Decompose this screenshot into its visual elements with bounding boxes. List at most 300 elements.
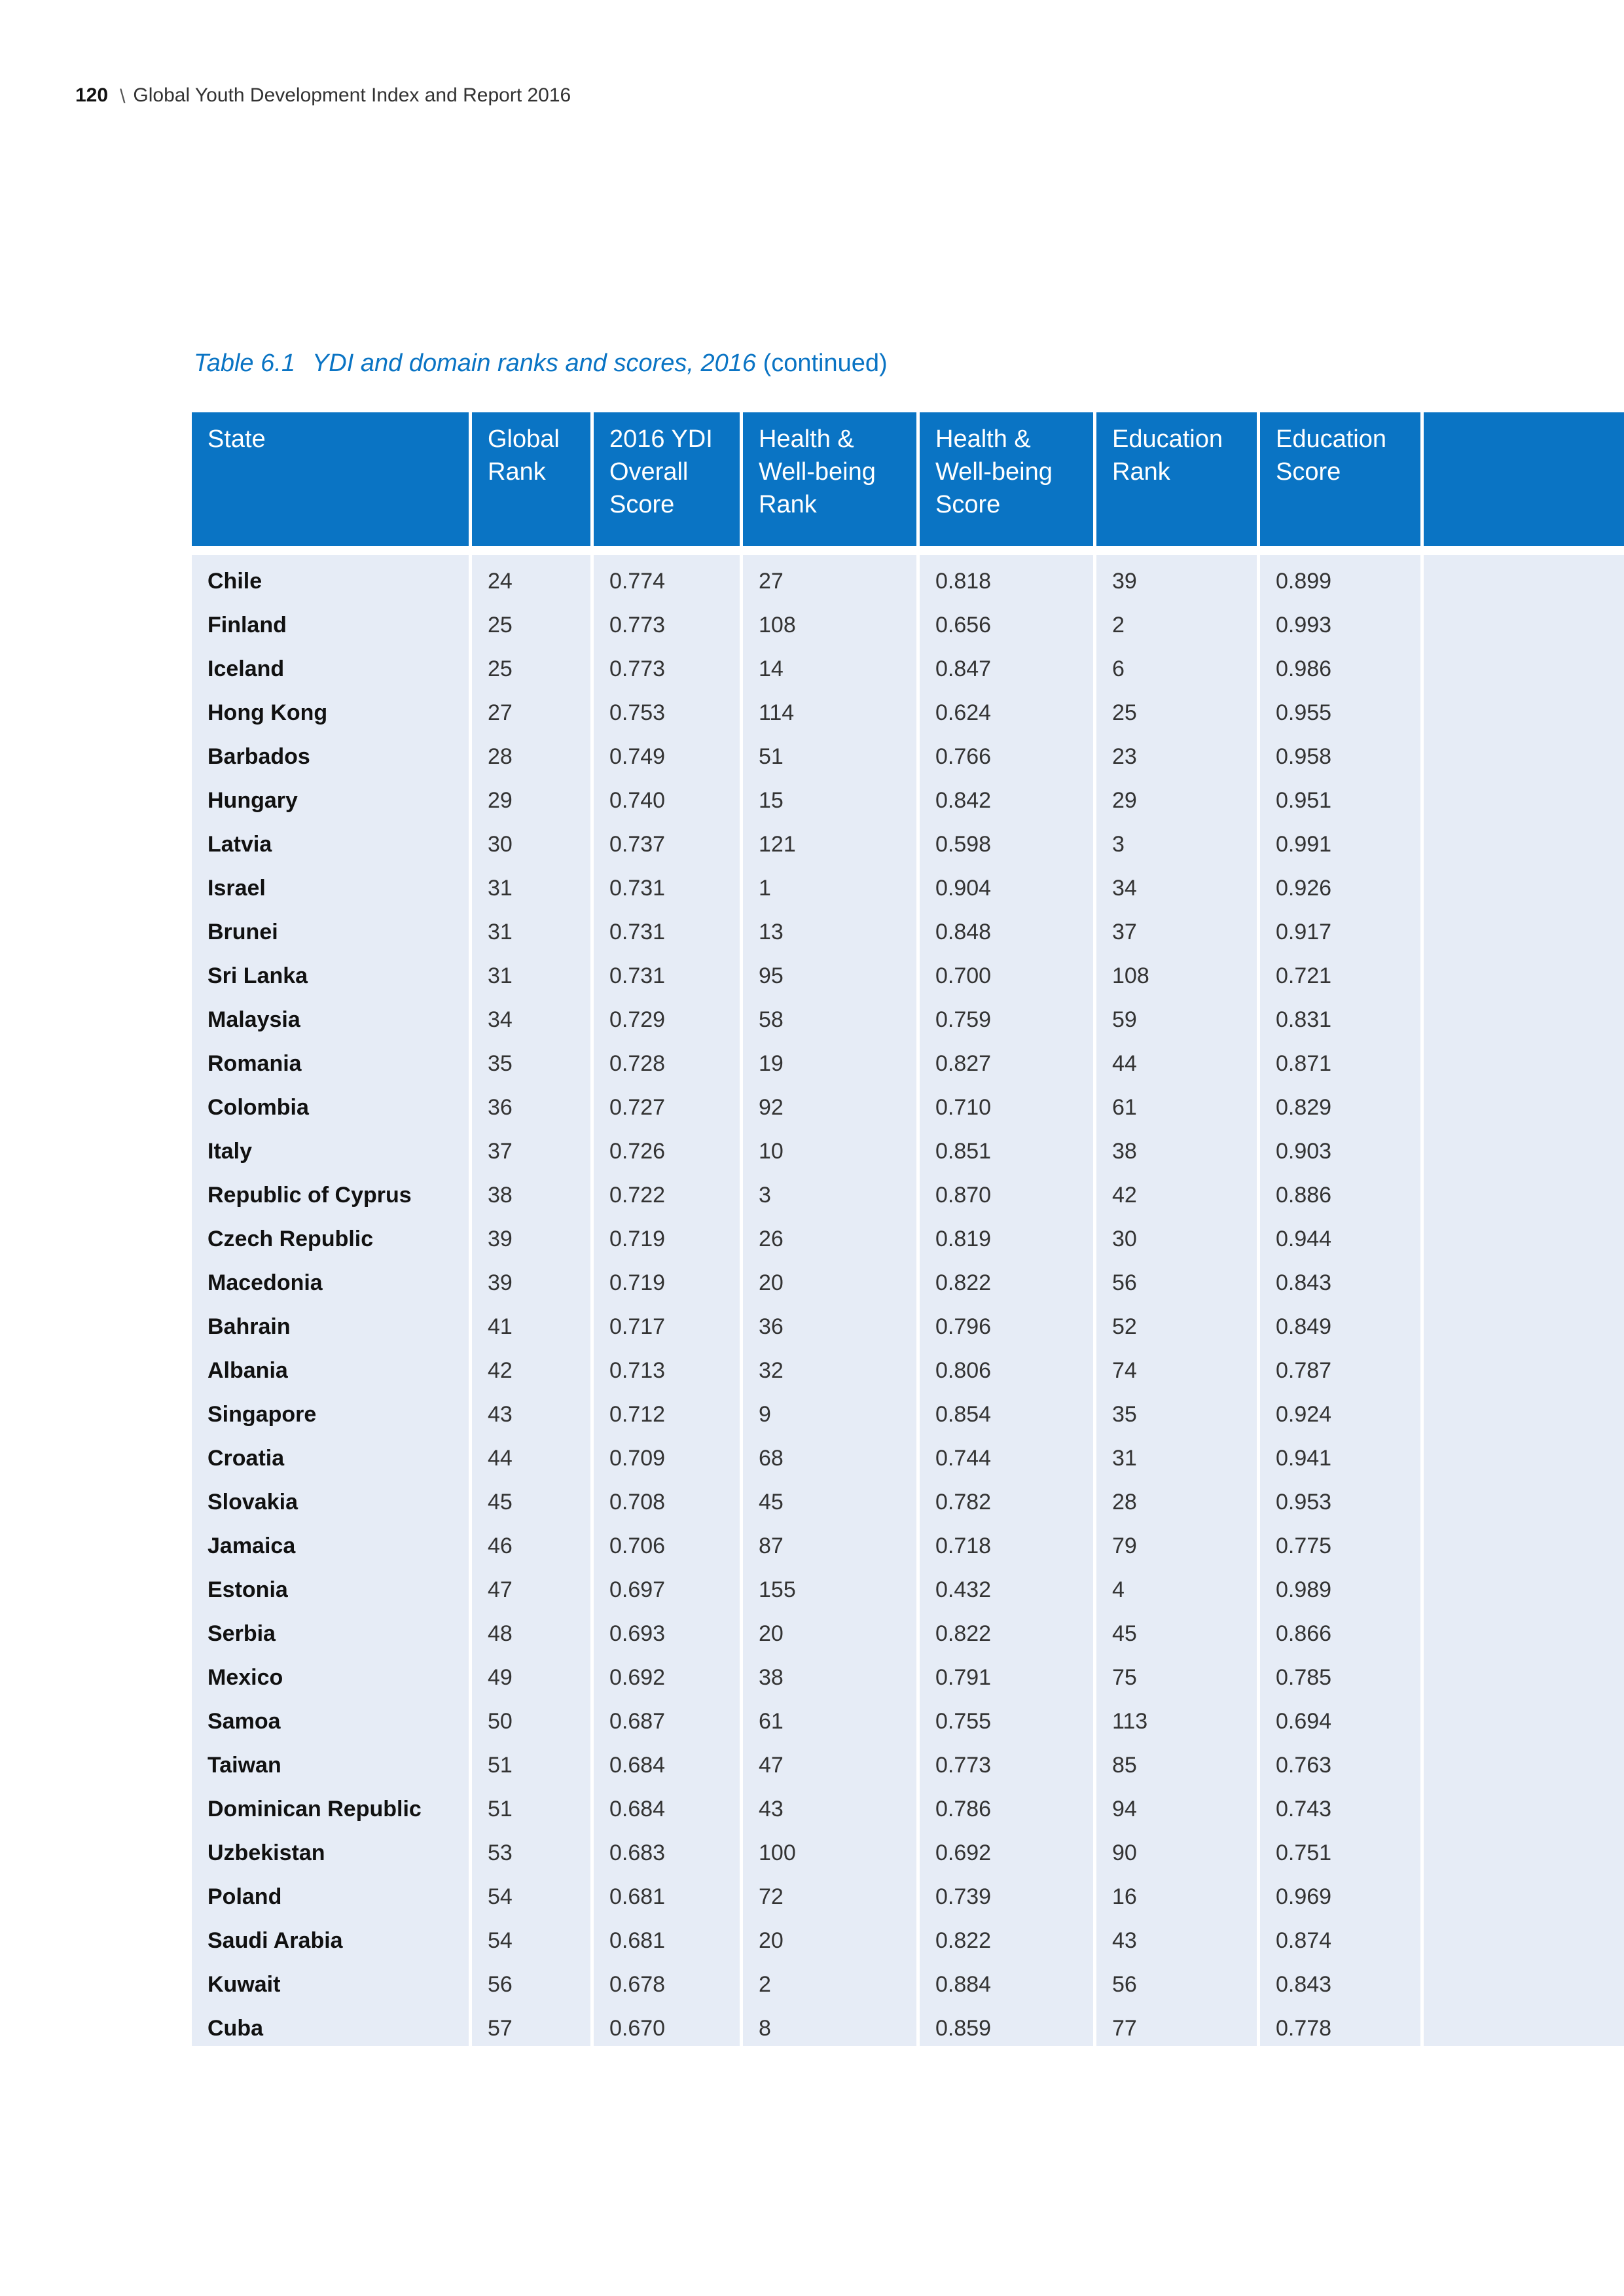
- value-cell: 0.598: [920, 818, 1096, 862]
- value-cell: 30: [472, 818, 594, 862]
- blank-cell: [1424, 1520, 1624, 1564]
- value-cell: 44: [1096, 1037, 1260, 1081]
- value-cell: 0.822: [920, 1257, 1096, 1300]
- value-cell: 90: [1096, 1827, 1260, 1871]
- table-row: [192, 1607, 1624, 1651]
- value-cell: 0.766: [920, 730, 1096, 774]
- value-cell: 46: [472, 1520, 594, 1564]
- state-name-cell: Romania: [192, 1037, 472, 1081]
- value-cell: 53: [472, 1827, 594, 1871]
- blank-cell: [1424, 1432, 1624, 1476]
- blank-cell: [1424, 1388, 1624, 1432]
- state-name-cell: Taiwan: [192, 1739, 472, 1783]
- value-cell: 35: [1096, 1388, 1260, 1432]
- value-cell: 23: [1096, 730, 1260, 774]
- value-cell: 32: [743, 1344, 920, 1388]
- table-row: [192, 1388, 1624, 1432]
- value-cell: 0.969: [1260, 1871, 1424, 1914]
- blank-cell: [1424, 1213, 1624, 1257]
- value-cell: 0.700: [920, 950, 1096, 994]
- spacer-cell: [472, 546, 594, 555]
- value-cell: 34: [1096, 862, 1260, 906]
- value-cell: 27: [472, 687, 594, 730]
- value-cell: 0.778: [1260, 2002, 1424, 2046]
- state-name-cell: Poland: [192, 1871, 472, 1914]
- value-cell: 0.991: [1260, 818, 1424, 862]
- blank-cell: [1424, 1783, 1624, 1827]
- value-cell: 0.763: [1260, 1739, 1424, 1783]
- value-cell: 0.731: [594, 906, 743, 950]
- value-cell: 95: [743, 950, 920, 994]
- value-cell: 0.740: [594, 774, 743, 818]
- value-cell: 0.708: [594, 1476, 743, 1520]
- value-cell: 0.712: [594, 1388, 743, 1432]
- value-cell: 0.678: [594, 1958, 743, 2002]
- state-name-cell: Saudi Arabia: [192, 1914, 472, 1958]
- value-cell: 28: [472, 730, 594, 774]
- value-cell: 68: [743, 1432, 920, 1476]
- value-cell: 0.773: [594, 599, 743, 643]
- value-cell: 35: [472, 1037, 594, 1081]
- value-cell: 16: [1096, 1871, 1260, 1914]
- table-row: [192, 1081, 1624, 1125]
- value-cell: 25: [472, 643, 594, 687]
- table-row: [192, 1695, 1624, 1739]
- ydi-table: [192, 412, 1624, 2046]
- value-cell: 72: [743, 1871, 920, 1914]
- value-cell: 108: [1096, 950, 1260, 994]
- state-name-cell: Colombia: [192, 1081, 472, 1125]
- value-cell: 37: [1096, 906, 1260, 950]
- table-row: [192, 1169, 1624, 1213]
- value-cell: 0.843: [1260, 1958, 1424, 2002]
- value-cell: 0.713: [594, 1344, 743, 1388]
- value-cell: 0.926: [1260, 862, 1424, 906]
- value-cell: 42: [472, 1344, 594, 1388]
- value-cell: 34: [472, 994, 594, 1037]
- col-header-health-score: Health & Well-being Score: [920, 412, 1096, 546]
- blank-cell: [1424, 1651, 1624, 1695]
- value-cell: 0.785: [1260, 1651, 1424, 1695]
- col-header-ydi-score: 2016 YDI Overall Score: [594, 412, 743, 546]
- value-cell: 74: [1096, 1344, 1260, 1388]
- value-cell: 0.692: [920, 1827, 1096, 1871]
- value-cell: 0.847: [920, 643, 1096, 687]
- value-cell: 0.941: [1260, 1432, 1424, 1476]
- value-cell: 0.728: [594, 1037, 743, 1081]
- value-cell: 31: [1096, 1432, 1260, 1476]
- table-row: [192, 1520, 1624, 1564]
- value-cell: 0.924: [1260, 1388, 1424, 1432]
- value-cell: 114: [743, 687, 920, 730]
- value-cell: 0.774: [594, 555, 743, 599]
- blank-cell: [1424, 1914, 1624, 1958]
- value-cell: 45: [743, 1476, 920, 1520]
- value-cell: 0.955: [1260, 687, 1424, 730]
- value-cell: 87: [743, 1520, 920, 1564]
- value-cell: 31: [472, 906, 594, 950]
- value-cell: 0.849: [1260, 1300, 1424, 1344]
- blank-cell: [1424, 862, 1624, 906]
- value-cell: 0.726: [594, 1125, 743, 1169]
- blank-cell: [1424, 774, 1624, 818]
- state-name-cell: Chile: [192, 555, 472, 599]
- value-cell: 10: [743, 1125, 920, 1169]
- value-cell: 15: [743, 774, 920, 818]
- blank-cell: [1424, 1037, 1624, 1081]
- table-row: [192, 2002, 1624, 2046]
- table-row: [192, 555, 1624, 599]
- value-cell: 20: [743, 1914, 920, 1958]
- value-cell: 0.851: [920, 1125, 1096, 1169]
- value-cell: 0.753: [594, 687, 743, 730]
- state-name-cell: Malaysia: [192, 994, 472, 1037]
- value-cell: 0.755: [920, 1695, 1096, 1739]
- value-cell: 26: [743, 1213, 920, 1257]
- value-cell: 0.782: [920, 1476, 1096, 1520]
- value-cell: 57: [472, 2002, 594, 2046]
- value-cell: 0.917: [1260, 906, 1424, 950]
- blank-cell: [1424, 599, 1624, 643]
- value-cell: 43: [743, 1783, 920, 1827]
- value-cell: 0.944: [1260, 1213, 1424, 1257]
- state-name-cell: Israel: [192, 862, 472, 906]
- value-cell: 0.681: [594, 1871, 743, 1914]
- value-cell: 61: [743, 1695, 920, 1739]
- value-cell: 0.819: [920, 1213, 1096, 1257]
- state-name-cell: Macedonia: [192, 1257, 472, 1300]
- value-cell: 43: [472, 1388, 594, 1432]
- value-cell: 45: [472, 1476, 594, 1520]
- value-cell: 0.731: [594, 862, 743, 906]
- value-cell: 0.818: [920, 555, 1096, 599]
- running-head-separator: \: [120, 86, 126, 107]
- value-cell: 0.822: [920, 1914, 1096, 1958]
- table-row: [192, 1300, 1624, 1344]
- state-name-cell: Bahrain: [192, 1300, 472, 1344]
- blank-cell: [1424, 1257, 1624, 1300]
- value-cell: 41: [472, 1300, 594, 1344]
- value-cell: 2: [1096, 599, 1260, 643]
- value-cell: 0.829: [1260, 1081, 1424, 1125]
- spacer-cell: [192, 546, 472, 555]
- value-cell: 92: [743, 1081, 920, 1125]
- value-cell: 0.953: [1260, 1476, 1424, 1520]
- blank-cell: [1424, 1564, 1624, 1607]
- value-cell: 0.624: [920, 687, 1096, 730]
- state-name-cell: Cuba: [192, 2002, 472, 2046]
- value-cell: 61: [1096, 1081, 1260, 1125]
- value-cell: 39: [472, 1213, 594, 1257]
- value-cell: 79: [1096, 1520, 1260, 1564]
- value-cell: 51: [472, 1739, 594, 1783]
- blank-cell: [1424, 950, 1624, 994]
- value-cell: 37: [472, 1125, 594, 1169]
- table-row: [192, 687, 1624, 730]
- state-name-cell: Slovakia: [192, 1476, 472, 1520]
- value-cell: 19: [743, 1037, 920, 1081]
- state-name-cell: Samoa: [192, 1695, 472, 1739]
- blank-cell: [1424, 1476, 1624, 1520]
- value-cell: 113: [1096, 1695, 1260, 1739]
- value-cell: 0.822: [920, 1607, 1096, 1651]
- col-header-education-rank: Education Rank: [1096, 412, 1260, 546]
- value-cell: 0.859: [920, 2002, 1096, 2046]
- value-cell: 38: [743, 1651, 920, 1695]
- header-spacer: [192, 546, 1624, 555]
- table-row: [192, 950, 1624, 994]
- spacer-cell: [1096, 546, 1260, 555]
- blank-cell: [1424, 1125, 1624, 1169]
- spacer-cell: [594, 546, 743, 555]
- value-cell: 51: [743, 730, 920, 774]
- value-cell: 0.727: [594, 1081, 743, 1125]
- publication-title: Global Youth Development Index and Report 2016: [133, 84, 571, 106]
- value-cell: 0.986: [1260, 643, 1424, 687]
- state-name-cell: Latvia: [192, 818, 472, 862]
- value-cell: 0.786: [920, 1783, 1096, 1827]
- running-head: [75, 82, 571, 109]
- value-cell: 44: [472, 1432, 594, 1476]
- value-cell: 0.759: [920, 994, 1096, 1037]
- blank-cell: [1424, 730, 1624, 774]
- value-cell: 54: [472, 1914, 594, 1958]
- value-cell: 0.719: [594, 1257, 743, 1300]
- value-cell: 77: [1096, 2002, 1260, 2046]
- value-cell: 29: [1096, 774, 1260, 818]
- value-cell: 0.721: [1260, 950, 1424, 994]
- table-caption-title: YDI and domain ranks and scores, 2016: [312, 350, 757, 377]
- value-cell: 0.432: [920, 1564, 1096, 1607]
- value-cell: 0.697: [594, 1564, 743, 1607]
- value-cell: 0.831: [1260, 994, 1424, 1037]
- value-cell: 0.884: [920, 1958, 1096, 2002]
- value-cell: 155: [743, 1564, 920, 1607]
- table-row: [192, 1564, 1624, 1607]
- state-name-cell: Kuwait: [192, 1958, 472, 2002]
- col-header-global-rank: Global Rank: [472, 412, 594, 546]
- value-cell: 56: [1096, 1958, 1260, 2002]
- value-cell: 42: [1096, 1169, 1260, 1213]
- value-cell: 0.886: [1260, 1169, 1424, 1213]
- value-cell: 14: [743, 643, 920, 687]
- state-name-cell: Barbados: [192, 730, 472, 774]
- value-cell: 0.870: [920, 1169, 1096, 1213]
- value-cell: 0.692: [594, 1651, 743, 1695]
- value-cell: 0.874: [1260, 1914, 1424, 1958]
- value-cell: 39: [1096, 555, 1260, 599]
- blank-cell: [1424, 555, 1624, 599]
- value-cell: 0.706: [594, 1520, 743, 1564]
- value-cell: 3: [743, 1169, 920, 1213]
- table-caption-label: Table 6.1: [194, 350, 295, 377]
- spacer-cell: [1424, 546, 1624, 555]
- value-cell: 47: [472, 1564, 594, 1607]
- table-row: [192, 906, 1624, 950]
- value-cell: 59: [1096, 994, 1260, 1037]
- value-cell: 75: [1096, 1651, 1260, 1695]
- value-cell: 0.718: [920, 1520, 1096, 1564]
- value-cell: 13: [743, 906, 920, 950]
- value-cell: 0.710: [920, 1081, 1096, 1125]
- blank-cell: [1424, 687, 1624, 730]
- value-cell: 0.681: [594, 1914, 743, 1958]
- blank-cell: [1424, 1300, 1624, 1344]
- table-row: [192, 1871, 1624, 1914]
- blank-cell: [1424, 1081, 1624, 1125]
- state-name-cell: Estonia: [192, 1564, 472, 1607]
- value-cell: 0.806: [920, 1344, 1096, 1388]
- value-cell: 9: [743, 1388, 920, 1432]
- state-name-cell: Uzbekistan: [192, 1827, 472, 1871]
- value-cell: 0.717: [594, 1300, 743, 1344]
- value-cell: 20: [743, 1257, 920, 1300]
- col-header-health-rank: Health & Well-being Rank: [743, 412, 920, 546]
- col-header-state: State: [192, 412, 472, 546]
- state-name-cell: Hungary: [192, 774, 472, 818]
- value-cell: 0.827: [920, 1037, 1096, 1081]
- value-cell: 25: [1096, 687, 1260, 730]
- state-name-cell: Sri Lanka: [192, 950, 472, 994]
- state-name-cell: Hong Kong: [192, 687, 472, 730]
- state-name-cell: Croatia: [192, 1432, 472, 1476]
- value-cell: 0.684: [594, 1739, 743, 1783]
- blank-cell: [1424, 1607, 1624, 1651]
- state-name-cell: Dominican Republic: [192, 1783, 472, 1827]
- table-header-row: [192, 412, 1624, 546]
- value-cell: 0.749: [594, 730, 743, 774]
- value-cell: 28: [1096, 1476, 1260, 1520]
- value-cell: 27: [743, 555, 920, 599]
- table-row: [192, 1257, 1624, 1300]
- table-row: [192, 1958, 1624, 2002]
- blank-cell: [1424, 1695, 1624, 1739]
- value-cell: 0.843: [1260, 1257, 1424, 1300]
- value-cell: 25: [472, 599, 594, 643]
- table-caption-suffix: (continued): [763, 350, 888, 377]
- table-row: [192, 774, 1624, 818]
- value-cell: 0.848: [920, 906, 1096, 950]
- value-cell: 52: [1096, 1300, 1260, 1344]
- blank-cell: [1424, 1169, 1624, 1213]
- value-cell: 48: [472, 1607, 594, 1651]
- blank-cell: [1424, 1344, 1624, 1388]
- table-row: [192, 1344, 1624, 1388]
- value-cell: 0.899: [1260, 555, 1424, 599]
- value-cell: 0.791: [920, 1651, 1096, 1695]
- table-row: [192, 1783, 1624, 1827]
- value-cell: 0.670: [594, 2002, 743, 2046]
- value-cell: 24: [472, 555, 594, 599]
- blank-cell: [1424, 1827, 1624, 1871]
- state-name-cell: Jamaica: [192, 1520, 472, 1564]
- value-cell: 0.904: [920, 862, 1096, 906]
- value-cell: 30: [1096, 1213, 1260, 1257]
- page-number: 120: [75, 84, 109, 106]
- value-cell: 0.866: [1260, 1607, 1424, 1651]
- value-cell: 0.683: [594, 1827, 743, 1871]
- value-cell: 29: [472, 774, 594, 818]
- value-cell: 54: [472, 1871, 594, 1914]
- blank-cell: [1424, 906, 1624, 950]
- state-name-cell: Serbia: [192, 1607, 472, 1651]
- blank-cell: [1424, 643, 1624, 687]
- value-cell: 8: [743, 2002, 920, 2046]
- value-cell: 20: [743, 1607, 920, 1651]
- table-row: [192, 599, 1624, 643]
- value-cell: 85: [1096, 1739, 1260, 1783]
- value-cell: 0.737: [594, 818, 743, 862]
- spacer-cell: [743, 546, 920, 555]
- value-cell: 0.871: [1260, 1037, 1424, 1081]
- value-cell: 36: [743, 1300, 920, 1344]
- table-row: [192, 1432, 1624, 1476]
- value-cell: 38: [472, 1169, 594, 1213]
- state-name-cell: Albania: [192, 1344, 472, 1388]
- value-cell: 31: [472, 862, 594, 906]
- value-cell: 0.796: [920, 1300, 1096, 1344]
- value-cell: 0.854: [920, 1388, 1096, 1432]
- spacer-cell: [1260, 546, 1424, 555]
- table-caption: [194, 347, 888, 380]
- table-row: [192, 994, 1624, 1037]
- blank-cell: [1424, 994, 1624, 1037]
- state-name-cell: Singapore: [192, 1388, 472, 1432]
- col-header-education-score: Education Score: [1260, 412, 1424, 546]
- value-cell: 100: [743, 1827, 920, 1871]
- value-cell: 0.775: [1260, 1520, 1424, 1564]
- state-name-cell: Brunei: [192, 906, 472, 950]
- value-cell: 0.693: [594, 1607, 743, 1651]
- value-cell: 0.744: [920, 1432, 1096, 1476]
- value-cell: 56: [472, 1958, 594, 2002]
- value-cell: 0.719: [594, 1213, 743, 1257]
- value-cell: 0.958: [1260, 730, 1424, 774]
- value-cell: 0.729: [594, 994, 743, 1037]
- blank-cell: [1424, 1739, 1624, 1783]
- value-cell: 0.903: [1260, 1125, 1424, 1169]
- table-row: [192, 818, 1624, 862]
- value-cell: 0.787: [1260, 1344, 1424, 1388]
- value-cell: 121: [743, 818, 920, 862]
- table-row: [192, 730, 1624, 774]
- value-cell: 108: [743, 599, 920, 643]
- value-cell: 0.993: [1260, 599, 1424, 643]
- value-cell: 0.773: [920, 1739, 1096, 1783]
- state-name-cell: Mexico: [192, 1651, 472, 1695]
- table-row: [192, 1914, 1624, 1958]
- value-cell: 0.951: [1260, 774, 1424, 818]
- value-cell: 0.731: [594, 950, 743, 994]
- spacer-cell: [920, 546, 1096, 555]
- value-cell: 38: [1096, 1125, 1260, 1169]
- blank-cell: [1424, 1871, 1624, 1914]
- table-body: [192, 546, 1624, 2046]
- col-header-blank: [1424, 412, 1624, 546]
- blank-cell: [1424, 818, 1624, 862]
- state-name-cell: Republic of Cyprus: [192, 1169, 472, 1213]
- value-cell: 56: [1096, 1257, 1260, 1300]
- table-row: [192, 1476, 1624, 1520]
- state-name-cell: Finland: [192, 599, 472, 643]
- value-cell: 2: [743, 1958, 920, 2002]
- value-cell: 45: [1096, 1607, 1260, 1651]
- table-row: [192, 1213, 1624, 1257]
- value-cell: 0.743: [1260, 1783, 1424, 1827]
- value-cell: 0.687: [594, 1695, 743, 1739]
- value-cell: 6: [1096, 643, 1260, 687]
- value-cell: 0.773: [594, 643, 743, 687]
